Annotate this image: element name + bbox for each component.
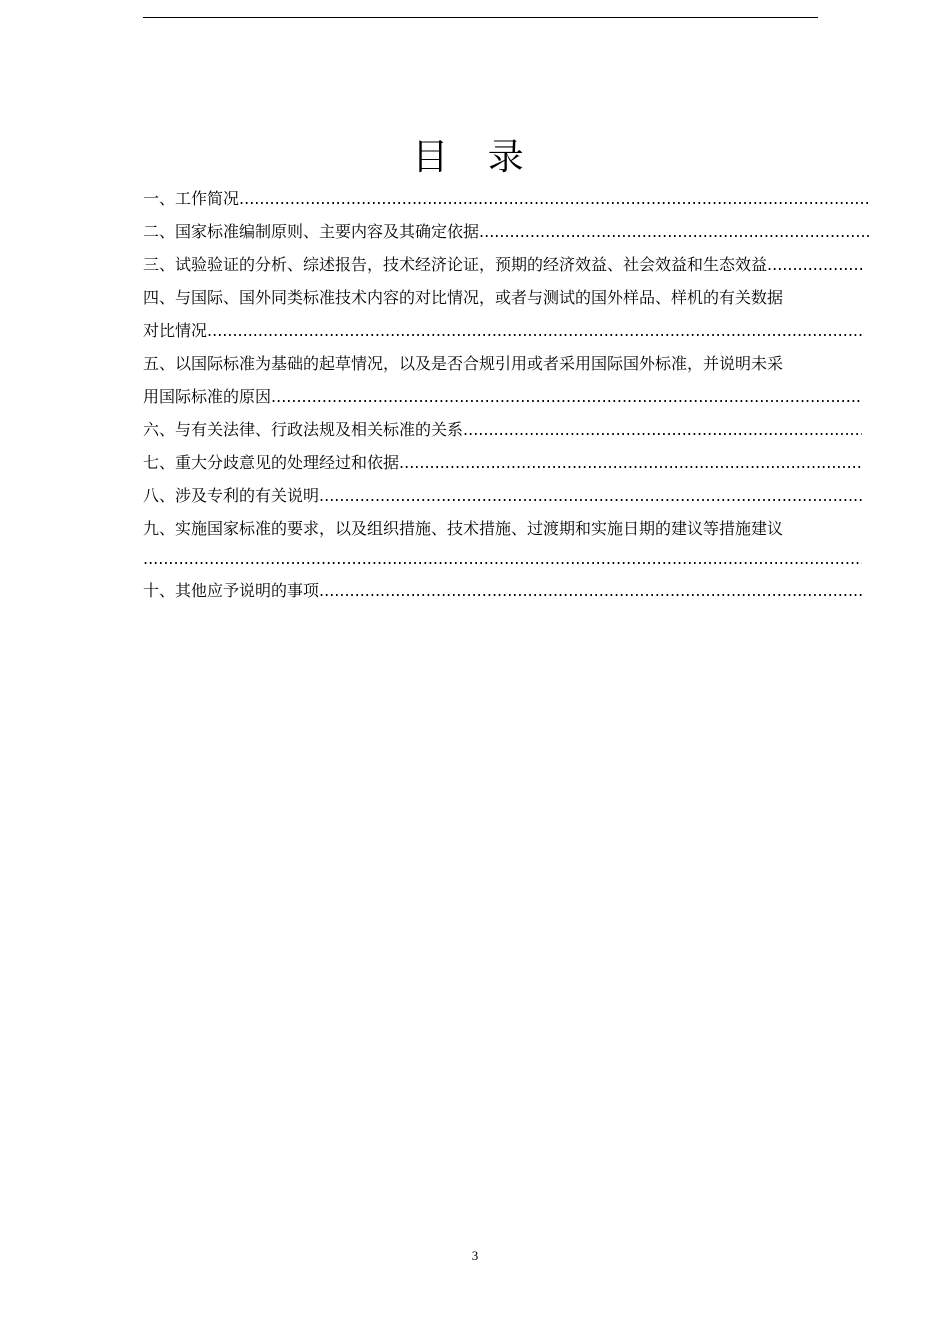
toc-entry-text: 对比情况 [143,321,208,340]
toc-leader-dots [767,254,864,276]
toc-leader-dots [463,419,862,441]
page-number: 3 [471,1248,479,1263]
toc-leader-dots [319,485,862,507]
toc-entry-6[interactable] [143,411,862,441]
toc-entry-7[interactable] [143,444,862,474]
toc-entry-10[interactable] [143,572,862,602]
toc-entry-text: 三、试验验证的分析、综述报告，技术经济论证，预期的经济效益、社会效益和生态效益 [143,255,768,274]
toc-entry-4-line-1[interactable] [143,279,783,309]
toc-entry-text: 八、涉及专利的有关说明 [143,486,320,505]
toc-entry-4-line-2[interactable] [143,312,862,342]
page-title: 目 录 [412,137,538,178]
toc-entry-5-line-2[interactable] [143,378,862,408]
toc-entry-text: 六、与有关法律、行政法规及相关标准的关系 [143,420,464,439]
toc-leader-dots [239,188,871,210]
toc-entry-text: 四、与国际、国外同类标准技术内容的对比情况，或者与测试的国外样品、样机的有关数据 [143,288,784,307]
toc-entry-9-line-1[interactable] [143,510,783,540]
toc-entry-text: 二、国家标准编制原则、主要内容及其确定依据 [143,222,480,241]
toc-leader-dots [399,452,862,474]
toc-entry-2[interactable] [143,213,871,243]
toc-entry-9-line-2[interactable] [143,540,862,570]
toc-leader-dots [271,386,862,408]
toc-entry-text: 七、重大分歧意见的处理经过和依据 [143,453,400,472]
toc-entry-text: 十、其他应予说明的事项 [143,581,320,600]
toc-entry-8[interactable] [143,477,862,507]
toc-entry-text: 五、以国际标准为基础的起草情况，以及是否合规引用或者采用国际国外标准，并说明未采 [143,354,784,373]
header-rule [143,17,818,18]
toc-entry-text: 一、工作简况 [143,189,240,208]
toc-entry-text: 九、实施国家标准的要求，以及组织措施、技术措施、过渡期和实施日期的建议等措施建议 [143,519,784,538]
toc-entry-3[interactable] [143,246,864,276]
toc-leader-dots [319,580,862,602]
toc-leader-dots [479,221,871,243]
toc-entry-1[interactable] [143,180,871,210]
toc-leader-dots [207,320,862,342]
toc-leader-dots [143,548,862,570]
toc-entry-5-line-1[interactable] [143,345,783,375]
toc-entry-text: 用国际标准的原因 [143,387,272,406]
